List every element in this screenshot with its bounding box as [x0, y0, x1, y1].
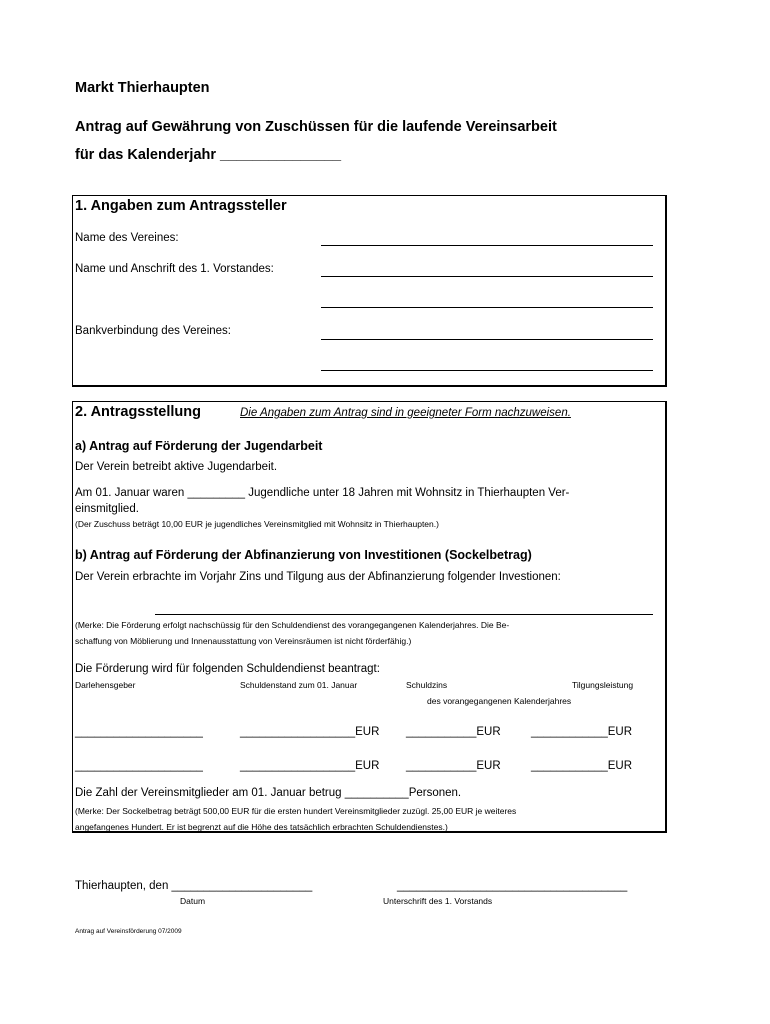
section2-title: 2. Antragsstellung [75, 404, 201, 420]
row1-lender-field[interactable]: ____________________ [75, 726, 203, 738]
form-id: Antrag auf Vereinsförderung 07/2009 [75, 928, 182, 935]
section2-hint: Die Angaben zum Antrag sind in geeigneter Form nachzuweisen. [240, 407, 571, 419]
part-a-line1: Der Verein betreibt aktive Jugendarbeit. [75, 461, 278, 473]
form-title-line2: für das Kalenderjahr _______________ [75, 147, 342, 163]
row2-repay-field[interactable]: ____________EUR [531, 760, 633, 772]
place-date-field[interactable]: Thierhaupten, den ______________________ [75, 880, 313, 892]
col-sub: des vorangegangenen Kalenderjahres [427, 696, 572, 706]
bank-field-2[interactable] [321, 370, 653, 371]
signature-label: Unterschrift des 1. Vorstands [383, 896, 493, 906]
part-b-note4: angefangenes Hundert. Er ist begrenzt auf die Höhe des tatsächlich erbrachten Schuldendienstes.) [75, 822, 448, 832]
org-name: Markt Thierhaupten [75, 80, 210, 96]
part-b-line1: Der Verein erbrachte im Vorjahr Zins und Tilgung aus der Abfinanzierung folgender Investionen: [75, 571, 561, 583]
part-b-note2: schaffung von Möblierung und Innenausstattung von Vereinsräumen ist nicht förderfähig.) [75, 636, 412, 646]
part-b-title: b) Antrag auf Förderung der Abfinanzierung von Investitionen (Sockelbetrag) [75, 548, 532, 562]
row2-interest-field[interactable]: ___________EUR [406, 760, 501, 772]
row1-repay-field[interactable]: ____________EUR [531, 726, 633, 738]
chair-field-2[interactable] [321, 307, 653, 308]
bank-label: Bankverbindung des Vereines: [75, 325, 231, 337]
part-a-title: a) Antrag auf Förderung der Jugendarbeit [75, 439, 323, 453]
row1-debt-field[interactable]: __________________EUR [240, 726, 380, 738]
club-name-field[interactable] [321, 245, 653, 246]
part-a-line3: einsmitglied. [75, 503, 139, 515]
club-name-label: Name des Vereines: [75, 232, 179, 244]
col-lender: Darlehensgeber [75, 680, 136, 690]
chair-label: Name und Anschrift des 1. Vorstandes: [75, 263, 274, 275]
investments-field[interactable] [155, 614, 653, 615]
col-debt: Schuldenstand zum 01. Januar [240, 680, 358, 690]
part-a-line2: Am 01. Januar waren _________ Jugendliche unter 18 Jahren mit Wohnsitz in Thierhaupten Ver- [75, 487, 570, 499]
row2-debt-field[interactable]: __________________EUR [240, 760, 380, 772]
request-line: Die Förderung wird für folgenden Schuldendienst beantragt: [75, 663, 380, 675]
section1-title: 1. Angaben zum Antragssteller [75, 198, 287, 214]
form-title-line1: Antrag auf Gewährung von Zuschüssen für die laufende Vereinsarbeit [75, 119, 557, 135]
row2-lender-field[interactable]: ____________________ [75, 760, 203, 772]
signature-field[interactable]: ____________________________________ [397, 880, 628, 892]
part-a-note: (Der Zuschuss beträgt 10,00 EUR je jugendliches Vereinsmitglied mit Wohnsitz in Thierhaupten.) [75, 519, 439, 529]
date-label: Datum [180, 896, 206, 906]
part-b-note1: (Merke: Die Förderung erfolgt nachschüssig für den Schuldendienst des vorangegangenen Kalenderjahres. Die Be- [75, 620, 510, 630]
bank-field-1[interactable] [321, 339, 653, 340]
col-repay: Tilgungsleistung [572, 680, 634, 690]
col-interest: Schuldzins [406, 680, 448, 690]
row1-interest-field[interactable]: ___________EUR [406, 726, 501, 738]
section1-box [72, 195, 667, 387]
chair-field-1[interactable] [321, 276, 653, 277]
members-line: Die Zahl der Vereinsmitglieder am 01. Januar betrug __________Personen. [75, 787, 462, 799]
part-b-note3: (Merke: Der Sockelbetrag beträgt 500,00 EUR für die ersten hundert Vereinsmitglieder zuzügl. 25,00 EUR je weiteres [75, 806, 517, 816]
